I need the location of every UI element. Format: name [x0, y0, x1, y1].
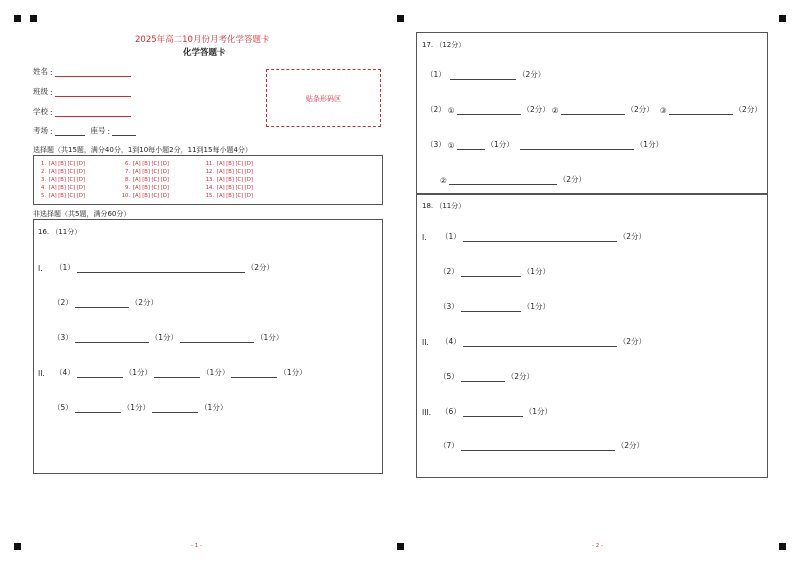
q18-row-3[interactable]: （3） （1分） — [439, 302, 551, 311]
mcq-row[interactable]: 10. [A] [B] [C] [D] — [121, 193, 169, 199]
q17-row-2[interactable]: （2） ① （2分） ② （2分） ③ （2分） — [426, 105, 762, 115]
mcq-row[interactable]: 13. [A] [B] [C] [D] — [205, 177, 253, 183]
class-label: 班级 — [33, 87, 48, 96]
mcq-row[interactable]: 3. [A] [B] [C] [D] — [41, 177, 85, 183]
mcq-row[interactable]: 11. [A] [B] [C] [D] — [205, 161, 253, 167]
registration-mark — [397, 543, 404, 550]
part-label: II. — [38, 369, 45, 378]
q18-row-5[interactable]: （5） （2分） — [439, 372, 535, 381]
registration-mark — [779, 15, 786, 22]
q16-row-4[interactable]: II. （4） （1分） （1分） （1分） — [38, 368, 307, 378]
part-label: I. — [38, 264, 43, 273]
mcq-column-3 — [204, 160, 253, 200]
school-field[interactable]: 学校 : — [33, 106, 133, 117]
mcq-row[interactable]: 14. [A] [B] [C] [D] — [205, 185, 253, 191]
mcq-row[interactable]: 7. [A] [B] [C] [D] — [125, 169, 169, 175]
room-label: 考场 — [33, 126, 48, 135]
seat-label: 座号 — [90, 126, 106, 135]
mcq-row[interactable]: 6. [A] [B] [C] [D] — [125, 161, 169, 167]
room-seat-field[interactable]: 考场 : 座号 : — [33, 125, 138, 136]
q18-row-1[interactable]: I. （1） （2分） — [422, 232, 647, 242]
registration-mark — [30, 15, 37, 22]
mcq-row[interactable]: 4. [A] [B] [C] [D] — [41, 185, 85, 191]
part-label: II. — [422, 338, 429, 347]
mcq-row[interactable]: 5. [A] [B] [C] [D] — [41, 193, 85, 199]
mcq-row[interactable]: 2. [A] [B] [C] [D] — [41, 169, 85, 175]
barcode-area — [266, 69, 381, 127]
school-label: 学校 — [33, 107, 48, 116]
mcq-row[interactable]: 12. [A] [B] [C] [D] — [205, 169, 253, 175]
exam-title: 2025年高二10月份月考化学答题卡 — [135, 35, 270, 45]
page-number-1: - 1 - — [191, 543, 202, 549]
q17-title: 17. （12分） — [422, 41, 466, 49]
registration-mark — [779, 543, 786, 550]
q16-row-2[interactable]: （2） （2分） — [53, 298, 159, 307]
registration-mark — [14, 15, 21, 22]
q18-row-4[interactable]: II. （4） （2分） — [422, 337, 647, 347]
q16-box — [33, 219, 383, 474]
q18-row-7[interactable]: （7） （2分） — [439, 441, 645, 450]
part-label: III. — [422, 408, 432, 417]
mcq-row[interactable]: 1. [A] [B] [C] [D] — [41, 161, 85, 167]
page-number-2: - 2 - — [592, 543, 603, 549]
q16-row-5[interactable]: （5） （1分） （1分） — [53, 403, 228, 412]
registration-mark — [397, 15, 404, 22]
mcq-row[interactable]: 9. [A] [B] [C] [D] — [125, 185, 169, 191]
mcq-row[interactable]: 8. [A] [B] [C] [D] — [125, 177, 169, 183]
q18-row-2[interactable]: （2） （1分） — [439, 267, 551, 276]
q16-title: 16. （11分） — [38, 228, 82, 236]
name-field[interactable]: 姓名 : — [33, 66, 133, 77]
class-field[interactable]: 班级 : — [33, 86, 133, 97]
q18-title: 18. （11分） — [422, 202, 466, 210]
nonchoice-section-title: 非选择题（共5题，满分60分） — [33, 210, 131, 218]
part-label: I. — [422, 233, 427, 242]
card-title: 化学答题卡 — [183, 48, 226, 58]
mcq-column-2 — [120, 160, 169, 200]
q17-row-4[interactable]: ② （2分） — [440, 175, 587, 185]
q16-row-3[interactable]: （3） （1分） （1分） — [53, 333, 284, 342]
name-label: 姓名 — [33, 67, 48, 76]
q16-row-1[interactable]: I. （1） （2分） — [38, 263, 275, 273]
mcq-section-title: 选择题（共15题，满分40分，1到10每小题2分，11到15每小题4分） — [33, 146, 252, 154]
mcq-column-1 — [36, 160, 85, 200]
barcode-label: 贴条形码区 — [306, 95, 341, 103]
q17-row-1[interactable]: （1） （2分） — [426, 70, 546, 79]
q17-row-3[interactable]: （3） ① （1分） （1分） — [426, 140, 664, 150]
registration-mark — [14, 543, 21, 550]
q18-row-6[interactable]: III. （6） （1分） — [422, 407, 553, 417]
mcq-row[interactable]: 15. [A] [B] [C] [D] — [205, 193, 253, 199]
